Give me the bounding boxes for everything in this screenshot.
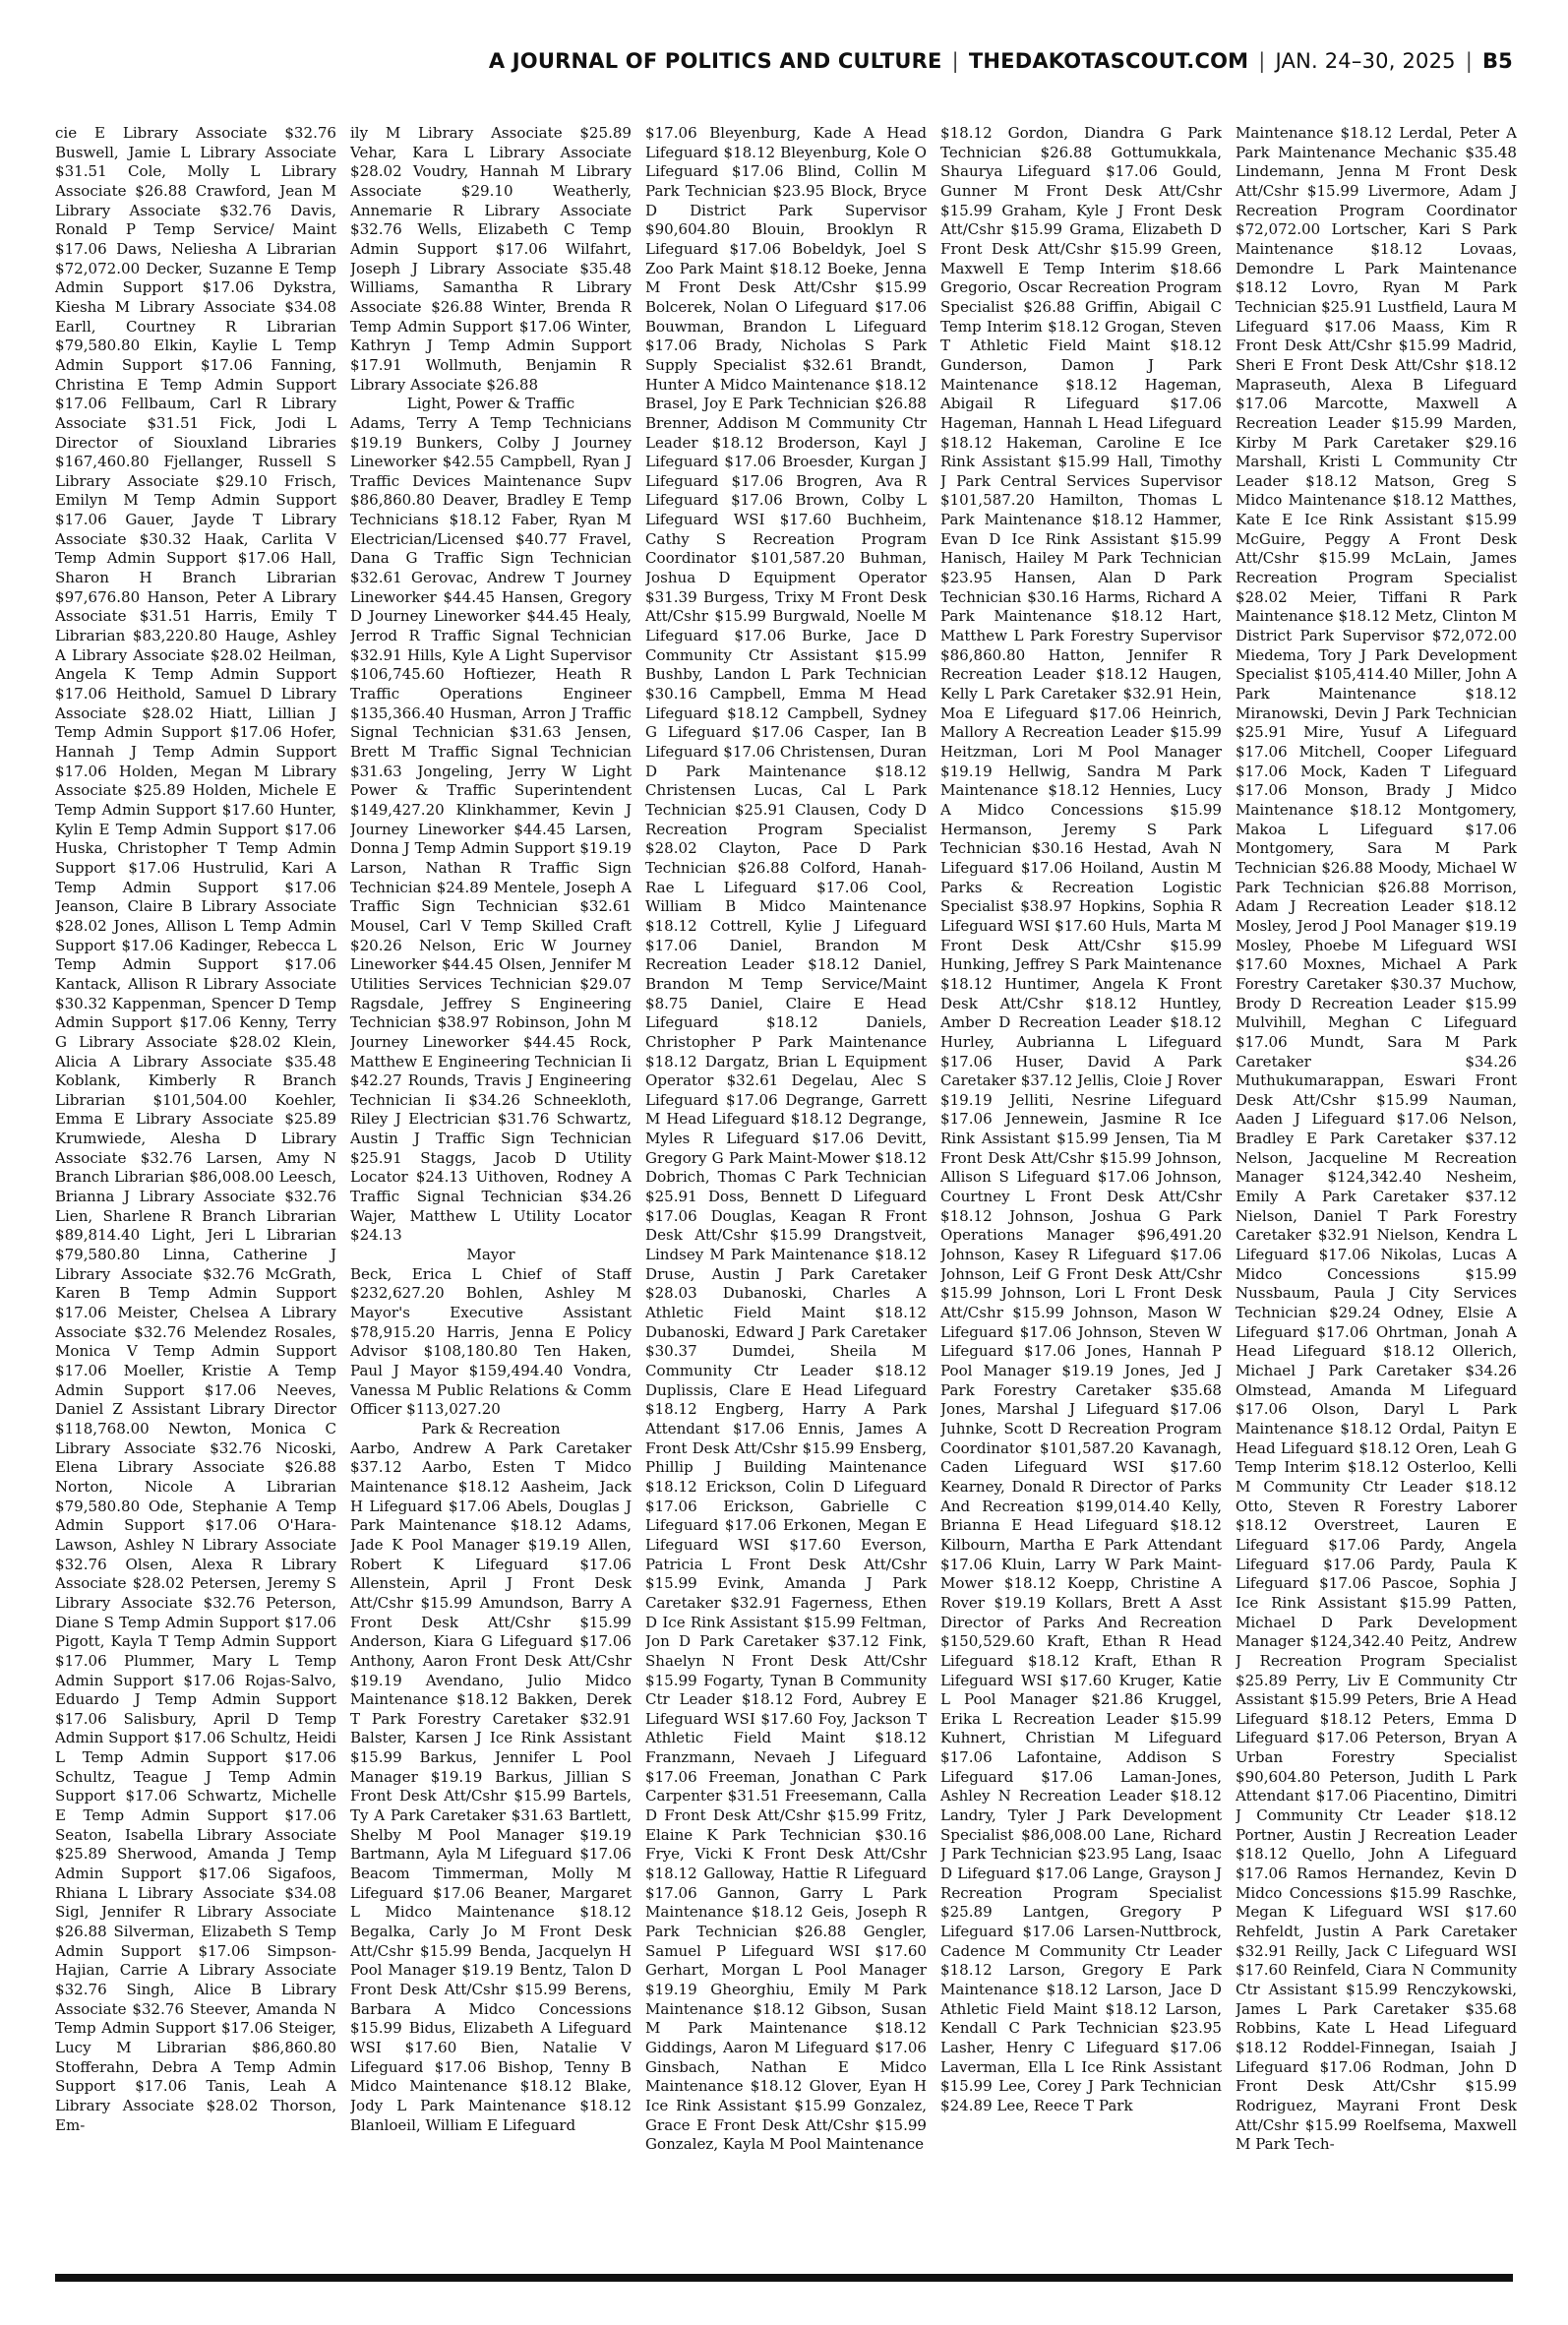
header-divider: | <box>951 49 959 73</box>
department-heading: Park & Recreation <box>421 1419 561 1438</box>
department-heading: Mayor <box>466 1246 515 1264</box>
salary-listing-text: $17.06 Bleyenburg, Kade A Head Lifeguard $18.12 Bleyenburg, Kole O Lifeguard $17.06 Blind, Collin M Park Technician $23.95 Block, Bryce D District Park Supervisor $90,604.80 Blouin, Brooklyn R Lifeguard $17.06 Bobeldyk, Joel S Zoo Park Maint $18.12 Boeke, Jenna M Front Desk Att/Cshr $15.99 Bolcerek, Nolan O Lifeguard $17.06 Bouwman, Brandon L Lifeguard $17.06 Brady, Nicholas S Park Supply Specialist $32.61 Brandt, Hunter A Midco Maintenance $18.12 Brasel, Joy E Park Technician $26.88 Brenner, Addison M Community Ctr Leader $18.12 Broderson, Kayl J Lifeguard $17.06 Broesder, Kurgan J Lifeguard $17.06 Brogren, Ava R Lifeguard $17.06 Brown, Colby L Lifeguard WSI $17.60 Buchheim, Cathy S Recreation Program Coordinator $101,587.20 Buhman, Joshua D Equipment Operator $31.39 Burgess, Trixy M Front Desk Att/Cshr $15.99 Burgwald, Noelle M Lifeguard $17.06 Burke, Jace D Community Ctr Assistant $15.99 Bushby, Landon L Park Technician $30.16 Campbell, Emma M Head Lifeguard $18.12 Campbell, Sydney G Lifeguard $17.06 Casper, Ian B Lifeguard $17.06 Christensen, Duran D Park Maintenance $18.12 Christensen Lucas, Cal L Park Technician $25.91 Clausen, Cody D Recreation Program Specialist $28.02 Clayton, Pace D Park Technician $26.88 Colford, Hanah-Rae L Lifeguard $17.06 Cool, William B Midco Maintenance $18.12 Cottrell, Kylie J Lifeguard $17.06 Daniel, Brandon M Recreation Leader $18.12 Daniel, Brandon M Temp Service/Maint $8.75 Daniel, Claire E Head Lifeguard $18.12 Daniels, Christopher P Park Maintenance $18.12 Dargatz, Brian L Equipment Operator $32.61 Degelau, Alec S Lifeguard $17.06 Degrange, Garrett M Head Lifeguard $18.12 Degrange, Myles R Lifeguard $17.06 Devitt, Gregory G Park Maint-Mower $18.12 Dobrich, Thomas C Park Technician $25.91 Doss, Bennett D Lifeguard $17.06 Douglas, Keagan R Front Desk Att/Cshr $15.99 Drangstveit, Lindsey M Park Maintenance $18.12 Druse, Austin J Park Caretaker $28.03 Dubanoski, Charles A Athletic Field Maint $18.12 Dubanoski, Edward J Park Caretaker $30.37 Dumdei, Sheila M Community Ctr Leader $18.12 Duplissis, Clare E Head Lifeguard $18.12 Engberg, Harry A Park Attendant $17.06 Ennis, James A Front Desk Att/Cshr $15.99 Ensberg, Phillip J Building Maintenance $18.12 Erickson, Colin D Lifeguard $17.06 Erickson, Gabrielle C Lifeguard $17.06 Erkonen, Megan E Lifeguard WSI $17.60 Everson, Patricia L Front Desk Att/Cshr $15.99 Evink, Amanda J Park Caretaker $32.91 Fagerness, Ethen D Ice Rink Assistant $15.99 Feltman, Jon D Park Caretaker $37.12 Fink, Shaelyn N Front Desk Att/Cshr $15.99 Fogarty, Tynan B Community Ctr Leader $18.12 Ford, Aubrey E Lifeguard WSI $17.60 Foy, Jackson T Athletic Field Maint $18.12 Franzmann, Nevaeh J Lifeguard $17.06 Freeman, Jonathan C Park Carpenter $31.51 Freesemann, Calla D Front Desk Att/Cshr $15.99 Fritz, Elaine K Park Technician $30.16 Frye, Vicki K Front Desk Att/Cshr $18.12 Galloway, Hattie R Lifeguard $17.06 Gannon, Garry L Park Maintenance $18.12 Geis, Joseph R Park Technician $26.88 Gengler, Samuel P Lifeguard WSI $17.60 Gerhart, Morgan L Pool Manager $19.19 Gheorghiu, Emily M Park Maintenance $18.12 Gibson, Susan M Park Maintenance $18.12 Giddings, Aaron M Lifeguard $17.06 Ginsbach, Nathan E Midco Maintenance $18.12 Glover, Eyan H Ice Rink Assistant $15.99 Gonzalez, Grace E Front Desk Att/Cshr $15.99 Gonzalez, Kayla M Pool Maintenance <box>645 124 927 2154</box>
text-column-3 <box>645 124 927 2271</box>
footer-rule <box>55 2274 1513 2282</box>
salary-listing-columns <box>55 124 1517 2271</box>
salary-listing-text: ily M Library Associate $25.89 Vehar, Kara L Library Associate $28.02 Voudry, Hannah M Library Associate $29.10 Weatherly, Annemarie R Library Associate $32.76 Wells, Elizabeth C Temp Admin Support $17.06 Wilfahrt, Joseph J Library Associate $35.48 Williams, Samantha R Library Associate $26.88 Winter, Brenda R Temp Admin Support $17.06 Winter, Kathryn J Temp Admin Support $17.91 Wollmuth, Benjamin R Library Associate $26.88 <box>350 124 632 394</box>
header-divider: | <box>1465 49 1473 73</box>
page-header <box>55 49 1513 73</box>
text-column-4 <box>940 124 1222 2271</box>
text-column-2 <box>350 124 632 2271</box>
header-divider: | <box>1258 49 1266 73</box>
issue-date: JAN. 24–30, 2025 <box>1275 49 1456 73</box>
salary-listing-text: Aarbo, Andrew A Park Caretaker $37.12 Aarbo, Esten T Midco Maintenance $18.12 Aasheim, Jack H Lifeguard $17.06 Abels, Douglas J Park Maintenance $18.12 Adams, Jade K Pool Manager $19.19 Allen, Robert K Lifeguard $17.06 Allenstein, April J Front Desk Att/Cshr $15.99 Amundson, Barry A Front Desk Att/Cshr $15.99 Anderson, Kiara G Lifeguard $17.06 Anthony, Aaron Front Desk Att/Cshr $19.19 Avendano, Julio Midco Maintenance $18.12 Bakken, Derek T Park Forestry Caretaker $32.91 Balster, Karsen J Ice Rink Assistant $15.99 Barkus, Jennifer L Pool Manager $19.19 Barkus, Jillian S Front Desk Att/Cshr $15.99 Bartels, Ty A Park Caretaker $31.63 Bartlett, Shelby M Pool Manager $19.19 Bartmann, Ayla M Lifeguard $17.06 Beacom Timmerman, Molly M Lifeguard $17.06 Beaner, Margaret L Midco Maintenance $18.12 Begalka, Carly Jo M Front Desk Att/Cshr $15.99 Benda, Jacquelyn H Pool Manager $19.19 Bentz, Talon D Front Desk Att/Cshr $15.99 Berens, Barbara A Midco Concessions $15.99 Bidus, Elizabeth A Lifeguard WSI $17.60 Bien, Natalie V Lifeguard $17.06 Bishop, Tenny B Midco Maintenance $18.12 Blake, Jody L Park Maintenance $18.12 Blanloeil, William E Lifeguard <box>350 1438 632 2134</box>
publication-website: THEDAKOTASCOUT.COM <box>968 49 1249 73</box>
text-column-1 <box>55 124 336 2271</box>
salary-listing-text: Beck, Erica L Chief of Staff $232,627.20 Bohlen, Ashley M Mayor's Executive Assistant $78,915.20 Harris, Jenna E Policy Advisor $108,180.80 Ten Haken, Paul J Mayor $159,494.40 Vondra, Vanessa M Public Relations & Comm Officer $113,027.20 <box>350 1264 632 1419</box>
salary-listing-text: $18.12 Gordon, Diandra G Park Technician $26.88 Gottumukkala, Shaurya Lifeguard $17.06 Gould, Gunner M Front Desk Att/Cshr $15.99 Graham, Kyle J Front Desk Att/Cshr $15.99 Grama, Elizabeth D Front Desk Att/Cshr $15.99 Green, Maxwell E Temp Interim $18.66 Gregorio, Oscar Recreation Program Specialist $26.88 Griffin, Abigail C Temp Interim $18.12 Grogan, Steven T Athletic Field Maint $18.12 Gunderson, Damon J Park Maintenance $18.12 Hageman, Abigail R Lifeguard $17.06 Hageman, Hannah L Head Lifeguard $18.12 Hakeman, Caroline E Ice Rink Assistant $15.99 Hall, Timothy J Park Central Services Supervisor $101,587.20 Hamilton, Thomas L Park Maintenance $18.12 Hammer, Evan D Ice Rink Assistant $15.99 Hanisch, Hailey M Park Technician $23.95 Hansen, Alan D Park Technician $30.16 Harms, Richard A Park Maintenance $18.12 Hart, Matthew L Park Forestry Supervisor $86,860.80 Hatton, Jennifer R Recreation Leader $18.12 Haugen, Kelly L Park Caretaker $32.91 Hein, Moa E Lifeguard $17.06 Heinrich, Mallory A Recreation Leader $15.99 Heitzman, Lori M Pool Manager $19.19 Hellwig, Sandra M Park Maintenance $18.12 Hennies, Lucy A Midco Concessions $15.99 Hermanson, Jeremy S Park Technician $30.16 Hestad, Avah N Lifeguard $17.06 Hoiland, Austin M Parks & Recreation Logistic Specialist $38.97 Hopkins, Sophia R Lifeguard WSI $17.60 Huls, Marta M Front Desk Att/Cshr $15.99 Hunking, Jeffrey S Park Maintenance $18.12 Huntimer, Angela K Front Desk Att/Cshr $18.12 Huntley, Amber D Recreation Leader $18.12 Hurley, Aubrianna L Lifeguard $17.06 Huser, David A Park Caretaker $37.12 Jellis, Cloie J Rover $19.19 Jelliti, Nesrine Lifeguard $17.06 Jennewein, Jasmine R Ice Rink Assistant $15.99 Jensen, Tia M Front Desk Att/Cshr $15.99 Johnson, Allison S Lifeguard $17.06 Johnson, Courtney L Front Desk Att/Cshr $18.12 Johnson, Joshua G Park Operations Manager $96,491.20 Johnson, Kasey R Lifeguard $17.06 Johnson, Leif G Front Desk Att/Cshr $15.99 Johnson, Lori L Front Desk Att/Cshr $15.99 Johnson, Mason W Lifeguard $17.06 Johnson, Steven W Lifeguard $17.06 Jones, Hannah P Pool Manager $19.19 Jones, Jed J Park Forestry Caretaker $35.68 Jones, Marshal J Lifeguard $17.06 Juhnke, Scott D Recreation Program Coordinator $101,587.20 Kavanagh, Caden Lifeguard WSI $17.60 Kearney, Donald R Director of Parks And Recreation $199,014.40 Kelly, Brianna E Head Lifeguard $18.12 Kilbourn, Martha E Park Attendant $17.06 Kluin, Larry W Park Maint-Mower $18.12 Koepp, Christine A Rover $19.19 Kollars, Brett A Asst Director of Parks And Recreation $150,529.60 Kraft, Ethan R Head Lifeguard $18.12 Kraft, Ethan R Lifeguard WSI $17.60 Kruger, Katie L Pool Manager $21.86 Kruggel, Erika L Recreation Leader $15.99 Kuhnert, Christian M Lifeguard $17.06 Lafontaine, Addison S Lifeguard $17.06 Laman-Jones, Ashley N Recreation Leader $18.12 Landry, Tyler J Park Development Specialist $86,008.00 Lane, Richard J Park Technician $23.95 Lang, Isaac D Lifeguard $17.06 Lange, Grayson J Recreation Program Specialist $25.89 Lantgen, Gregory P Lifeguard $17.06 Larsen-Nuttbrock, Cadence M Community Ctr Leader $18.12 Larson, Gregory E Park Maintenance $18.12 Larson, Jace D Athletic Field Maint $18.12 Larson, Kendall C Park Technician $23.95 Lasher, Henry C Lifeguard $17.06 Laverman, Ella L Ice Rink Assistant $15.99 Lee, Corey J Park Technician $24.89 Lee, Reece T Park <box>940 124 1222 2114</box>
page-number: B5 <box>1481 49 1513 73</box>
publication-tagline: A JOURNAL OF POLITICS AND CULTURE <box>488 49 942 73</box>
salary-listing-text: cie E Library Associate $32.76 Buswell, Jamie L Library Associate $31.51 Cole, Molly L Library Associate $26.88 Crawford, Jean M Library Associate $32.76 Davis, Ronald P Temp Service/ Maint $17.06 Daws, Neliesha A Librarian $72,072.00 Decker, Suzanne E Temp Admin Support $17.06 Dykstra, Kiesha M Library Associate $34.08 Earll, Courtney R Librarian $79,580.80 Elkin, Kaylie L Temp Admin Support $17.06 Fanning, Christina E Temp Admin Support $17.06 Fellbaum, Carl R Library Associate $31.51 Fick, Jodi L Director of Siouxland Libraries $167,460.80 Fjellanger, Russell S Library Associate $29.10 Frisch, Emilyn M Temp Admin Support $17.06 Gauer, Jayde T Library Associate $30.32 Haak, Carlita V Temp Admin Support $17.06 Hall, Sharon H Branch Librarian $97,676.80 Hanson, Peter A Library Associate $31.51 Harris, Emily T Librarian $83,220.80 Hauge, Ashley A Library Associate $28.02 Heilman, Angela K Temp Admin Support $17.06 Heithold, Samuel D Library Associate $28.02 Hiatt, Lillian J Temp Admin Support $17.06 Hofer, Hannah J Temp Admin Support $17.06 Holden, Megan M Library Associate $25.89 Holden, Michele E Temp Admin Support $17.60 Hunter, Kylin E Temp Admin Support $17.06 Huska, Christopher T Temp Admin Support $17.06 Hustrulid, Kari A Temp Admin Support $17.06 Jeanson, Claire B Library Associate $28.02 Jones, Allison L Temp Admin Support $17.06 Kadinger, Rebecca L Temp Admin Support $17.06 Kantack, Allison R Library Associate $30.32 Kappenman, Spencer D Temp Admin Support $17.06 Kenny, Terry G Library Associate $28.02 Klein, Alicia A Library Associate $35.48 Koblank, Kimberly R Branch Librarian $101,504.00 Koehler, Emma E Library Associate $25.89 Krumwiede, Alesha D Library Associate $32.76 Larsen, Amy N Branch Librarian $86,008.00 Leesch, Brianna J Library Associate $32.76 Lien, Sharlene R Branch Librarian $89,814.40 Light, Jeri L Librarian $79,580.80 Linna, Catherine J Library Associate $32.76 McGrath, Karen B Temp Admin Support $17.06 Meister, Chelsea A Library Associate $32.76 Melendez Rosales, Monica V Temp Admin Support $17.06 Moeller, Kristie A Temp Admin Support $17.06 Neeves, Daniel Z Assistant Library Director $118,768.00 Newton, Monica C Library Associate $32.76 Nicoski, Elena Library Associate $26.88 Norton, Nicole A Librarian $79,580.80 Ode, Stephanie A Temp Admin Support $17.06 O'Hara-Lawson, Ashley N Library Associate $32.76 Olsen, Alexa R Library Associate $28.02 Petersen, Jeremy S Library Associate $32.76 Peterson, Diane S Temp Admin Support $17.06 Pigott, Kayla T Temp Admin Support $17.06 Plummer, Mary L Temp Admin Support $17.06 Rojas-Salvo, Eduardo J Temp Admin Support $17.06 Salisbury, April D Temp Admin Support $17.06 Schultz, Heidi L Temp Admin Support $17.06 Schultz, Teague J Temp Admin Support $17.06 Schwartz, Michelle E Temp Admin Support $17.06 Seaton, Isabella Library Associate $25.89 Sherwood, Amanda J Temp Admin Support $17.06 Sigafoos, Rhiana L Library Associate $34.08 Sigl, Jennifer R Library Associate $26.88 Silverman, Elizabeth S Temp Admin Support $17.06 Simpson-Hajian, Carrie A Library Associate $32.76 Singh, Alice B Library Associate $32.76 Steever, Amanda N Temp Admin Support $17.06 Steiger, Lucy M Librarian $86,860.80 Stofferahn, Debra A Temp Admin Support $17.06 Tanis, Leah A Library Associate $28.02 Thorson, Em- <box>55 124 336 2134</box>
text-column-5 <box>1236 124 1517 2271</box>
salary-listing-text: Maintenance $18.12 Lerdal, Peter A Park Maintenance Mechanic $35.48 Lindemann, Jenna M Front Desk Att/Cshr $15.99 Livermore, Adam J Recreation Program Coordinator $72,072.00 Lortscher, Kari S Park Maintenance $18.12 Lovaas, Demondre L Park Maintenance $18.12 Lovro, Ryan M Park Technician $25.91 Lustfield, Laura M Lifeguard $17.06 Maass, Kim R Front Desk Att/Cshr $15.99 Madrid, Sheri E Front Desk Att/Cshr $18.12 Mapraseuth, Alexa B Lifeguard $17.06 Marcotte, Maxwell A Recreation Leader $15.99 Marden, Kirby M Park Caretaker $29.16 Marshall, Kristi L Community Ctr Leader $18.12 Matson, Greg S Midco Maintenance $18.12 Matthes, Kate E Ice Rink Assistant $15.99 McGuire, Peggy A Front Desk Att/Cshr $15.99 McLain, James Recreation Program Specialist $28.02 Meier, Tiffani R Park Maintenance $18.12 Metz, Clinton M District Park Supervisor $72,072.00 Miedema, Tory J Park Development Specialist $105,414.40 Miller, John A Park Maintenance $18.12 Miranowski, Devin J Park Technician $25.91 Mire, Yusuf A Lifeguard $17.06 Mitchell, Cooper Lifeguard $17.06 Mock, Kaden T Lifeguard $17.06 Monson, Brady J Midco Maintenance $18.12 Montgomery, Makoa L Lifeguard $17.06 Montgomery, Sara M Park Technician $26.88 Moody, Michael W Park Technician $26.88 Morrison, Adam J Recreation Leader $18.12 Mosley, Jerod J Pool Manager $19.19 Mosley, Phoebe M Lifeguard WSI $17.60 Moxnes, Michael A Park Forestry Caretaker $30.37 Muchow, Brody D Recreation Leader $15.99 Mulvihill, Meghan C Lifeguard $17.06 Mundt, Sara M Park Caretaker $34.26 Muthukumarappan, Eswari Front Desk Att/Cshr $15.99 Nauman, Aaden J Lifeguard $17.06 Nelson, Bradley E Park Caretaker $37.12 Nelson, Jacqueline M Recreation Manager $124,342.40 Nesheim, Emily A Park Caretaker $37.12 Nielson, Daniel T Park Forestry Caretaker $32.91 Nielson, Kendra L Lifeguard $17.06 Nikolas, Lucas A Midco Concessions $15.99 Nussbaum, Paula J City Services Technician $29.24 Odney, Elsie A Lifeguard $17.06 Ohrtman, Jonah A Head Lifeguard $18.12 Ollerich, Michael J Park Caretaker $34.26 Olmstead, Amanda M Lifeguard $17.06 Olson, Daryl L Park Maintenance $18.12 Ordal, Paityn E Head Lifeguard $18.12 Oren, Leah G Temp Interim $18.12 Osterloo, Kelli M Community Ctr Leader $18.12 Otto, Steven R Forestry Laborer $18.12 Overstreet, Lauren E Lifeguard $17.06 Pardy, Angela Lifeguard $17.06 Pardy, Paula K Lifeguard $17.06 Pascoe, Sophia J Ice Rink Assistant $15.99 Patten, Michael D Park Development Manager $124,342.40 Peitz, Andrew J Recreation Program Specialist $25.89 Perry, Liv E Community Ctr Assistant $15.99 Peters, Brie A Head Lifeguard $18.12 Peters, Emma D Lifeguard $17.06 Peterson, Bryan A Urban Forestry Specialist $90,604.80 Peterson, Judith L Park Attendant $17.06 Piacentino, Dimitri J Community Ctr Leader $18.12 Portner, Austin J Recreation Leader $18.12 Quello, John A Lifeguard $17.06 Ramos Hernandez, Kevin D Midco Concessions $15.99 Raschke, Megan K Lifeguard WSI $17.60 Rehfeldt, Justin A Park Caretaker $32.91 Reilly, Jack C Lifeguard WSI $17.60 Reinfeld, Ciara N Community Ctr Assistant $15.99 Renczykowski, James L Park Caretaker $35.68 Robbins, Kate L Head Lifeguard $18.12 Roddel-Finnegan, Isaiah J Lifeguard $17.06 Rodman, John D Front Desk Att/Cshr $15.99 Rodriguez, Mayrani Front Desk Att/Cshr $15.99 Roelfsema, Maxwell M Park Tech- <box>1236 124 1517 2154</box>
salary-listing-text: Adams, Terry A Temp Technicians $19.19 Bunkers, Colby J Journey Lineworker $42.55 Campbell, Ryan J Traffic Devices Maintenance Supv $86,860.80 Deaver, Bradley E Temp Technicians $18.12 Faber, Ryan M Electrician/Licensed $40.77 Fravel, Dana G Traffic Sign Technician $32.61 Gerovac, Andrew T Journey Lineworker $44.45 Hansen, Gregory D Journey Lineworker $44.45 Healy, Jerrod R Traffic Signal Technician $32.91 Hills, Kyle A Light Supervisor $106,745.60 Hoftiezer, Heath R Traffic Operations Engineer $135,366.40 Husman, Arron J Traffic Signal Technician $31.63 Jensen, Brett M Traffic Signal Technician $31.63 Jongeling, Jerry W Light Power & Traffic Superintendent $149,427.20 Klinkhammer, Kevin J Journey Lineworker $44.45 Larsen, Donna J Temp Admin Support $19.19 Larson, Nathan R Traffic Sign Technician $24.89 Mentele, Joseph A Traffic Sign Technician $32.61 Mousel, Carl V Temp Skilled Craft $20.26 Nelson, Eric W Journey Lineworker $44.45 Olsen, Jennifer M Utilities Services Technician $29.07 Ragsdale, Jeffrey S Engineering Technician $38.97 Robinson, John M Journey Lineworker $44.45 Rock, Matthew E Engineering Technician Ii $42.27 Rounds, Travis J Engineering Technician Ii $34.26 Schneekloth, Riley J Electrician $31.76 Schwartz, Austin J Traffic Sign Technician $25.91 Staggs, Jacob D Utility Locator $24.13 Uithoven, Rodney A Traffic Signal Technician $34.26 Wajer, Matthew L Utility Locator $24.13 <box>350 413 632 1245</box>
department-heading: Light, Power & Traffic <box>406 395 575 413</box>
